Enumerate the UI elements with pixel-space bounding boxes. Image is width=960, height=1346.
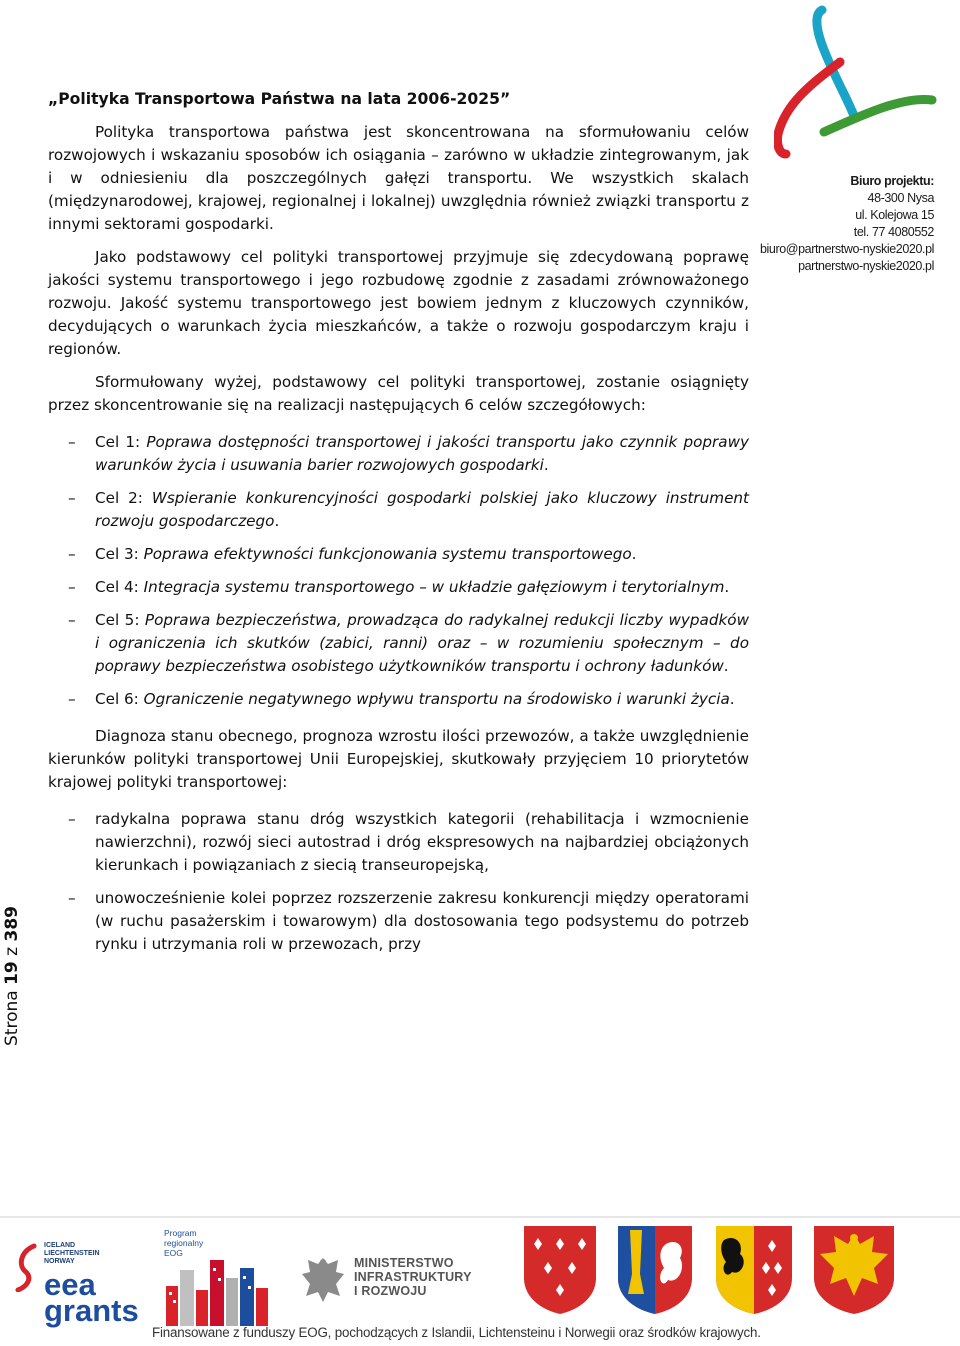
office-phone: tel. 77 4080552 [853,225,934,239]
goal-text: Poprawa dostępności transportowej i jakości transportu jako czynnik poprawy warunków życia i usuwania barier rozwojowych gospodarki [95,433,749,474]
program-line: EOG [164,1248,183,1258]
logo-green-stroke [824,99,932,132]
list-item [48,887,749,956]
priority-text: unowocześnienie kolei poprzez rozszerzenie zakresu konkurencji między operatorami (w ruchu pasażerskim i towarowym) dla dostosowania tego podsystemu do potrzeb rynku i utrzymania roli w przewozach, przy [95,889,749,953]
list-item [48,688,749,711]
coat-of-arms-region-eagle-icon [812,1224,896,1316]
program-regionalny-logo [162,1226,270,1326]
list-dash: – [68,690,76,708]
goal-label: Cel 1: [95,433,147,451]
list-item [48,487,749,533]
footer-divider [0,1216,960,1218]
goal-text: Poprawa bezpieczeństwa, prowadząca do radykalnej redukcji liczby wypadków i ograniczenia ich skutków (zabici, ranni) oraz – w rozumieniu społecznym – do poprawy bezpieczeństwa osobistego użytkowników transportu i ochrony ładunków [95,611,749,675]
list-dash: – [68,889,76,907]
eagle-emblem-icon [298,1254,348,1306]
project-office [760,173,934,275]
coat-of-arms-opole-silesia-icon [714,1224,794,1316]
eea-country: ICELAND [44,1242,76,1249]
goal-label: Cel 3: [95,545,144,563]
ministry-line: MINISTERSTWO [354,1256,454,1270]
ministry-logo [298,1250,484,1310]
eea-word: eea [44,1267,96,1302]
goal-text: Ograniczenie negatywnego wpływu transportu na środowisko i warunki życia [143,690,730,708]
list-dash: – [68,489,76,507]
document-title: „Polityka Transportowa Państwa na lata 2006-2025” [48,90,511,108]
list-dash: – [68,433,76,451]
eea-grants-logo [14,1232,139,1328]
goal-end: . [274,512,280,530]
paragraph: Polityka transportowa państwa jest skoncentrowana na sformułowaniu celów rozwojowych i wskazaniu sposobów ich osiągania – zarówno w układzie zintegrowanym, jak i w odniesieniu dla poszczególnych gałęzi transportu. We wszystkich skalach (międzynarodowej, krajowej, regionalnej i lokalnej) uwzględnia również związki transportu z innymi sektorami gospodarki. [48,123,749,233]
goal-end: . [724,578,730,596]
document-body [48,88,749,970]
page-number-prefix: Strona [2,984,22,1046]
paragraph: Jako podstawowy cel polityki transportowej przyjmuje się zdecydowaną poprawę jakości systemu transportowego i jego rozbudowę zgodnie z zasadami zrównoważonego rozwoju. Jakość systemu transportowego jest bowiem jednym z kluczowych czynników, decydujących o warunkach życia mieszkańców, a także o rozwoju gospodarczym kraju i regionów. [48,248,749,358]
office-address-line: 48-300 Nysa [867,191,934,205]
coat-of-arms-county-icon [616,1224,694,1316]
page-number [2,906,32,1206]
program-line: regionalny [164,1238,204,1248]
office-email-link[interactable]: biuro@partnerstwo-nyskie2020.pl [760,242,934,256]
office-website-link[interactable]: partnerstwo-nyskie2020.pl [798,259,934,273]
list-dash: – [68,810,76,828]
funding-note: Finansowane z funduszy EOG, pochodzących z Islandii, Lichtensteinu i Norwegii oraz środków krajowych. [152,1325,761,1340]
office-address-line: ul. Kolejowa 15 [855,208,934,222]
eea-country: LIECHTENSTEIN [44,1250,100,1257]
page-number-middle: z [2,941,22,962]
list-item [48,609,749,678]
eea-word: grants [44,1293,139,1328]
eea-country: NORWAY [44,1258,75,1265]
list-dash: – [68,611,76,629]
ministry-line: INFRASTRUKTURY [354,1270,472,1284]
list-item [48,576,749,599]
goal-end: . [729,690,735,708]
goals-list [48,431,749,711]
goal-text: Integracja systemu transportowego – w układzie gałęziowym i terytorialnym [143,578,725,596]
partnership-logo [774,4,944,164]
goal-end: . [631,545,637,563]
goal-text: Wspieranie konkurencyjności gospodarki polskiej jako kluczowy instrument rozwoju gospodarczego [95,489,749,530]
goal-end: . [543,456,549,474]
goal-label: Cel 2: [95,489,152,507]
goal-label: Cel 4: [95,578,144,596]
list-item [48,543,749,566]
list-dash: – [68,545,76,563]
list-item [48,808,749,877]
goal-label: Cel 5: [95,611,145,629]
paragraph: Sformułowany wyżej, podstawowy cel polityki transportowej, zostanie osiągnięty przez skoncentrowanie się na realizacji następujących 6 celów szczegółowych: [48,373,749,414]
office-heading: Biuro projektu: [850,174,934,188]
list-item [48,431,749,477]
priority-text: radykalna poprawa stanu dróg wszystkich kategorii (rehabilitacja i wzmocnienie nawierzchni), rozwój sieci autostrad i dróg ekspresowych na najbardziej obciążonych kierunkach i powiązaniach z siecią transeuropejską, [95,810,749,874]
eea-wave-icon [14,1242,38,1292]
footer [0,1206,960,1346]
ministry-line: I ROZWOJU [354,1284,427,1298]
goal-end: . [723,657,729,675]
priorities-list [48,808,749,956]
coat-of-arms-nysa-icon [522,1224,598,1316]
city-buildings-icon [162,1260,270,1326]
goal-text: Poprawa efektywności funkcjonowania systemu transportowego [143,545,632,563]
page-number-current: 19 [2,961,22,985]
program-line: Program [164,1228,197,1238]
list-dash: – [68,578,76,596]
goal-label: Cel 6: [95,690,144,708]
page-number-total: 389 [2,906,22,942]
paragraph: Diagnoza stanu obecnego, prognoza wzrostu ilości przewozów, a także uwzględnienie kierunków polityki transportowej Unii Europejskiej, skutkowały przyjęciem 10 priorytetów krajowej polityki transportowej: [48,727,749,791]
